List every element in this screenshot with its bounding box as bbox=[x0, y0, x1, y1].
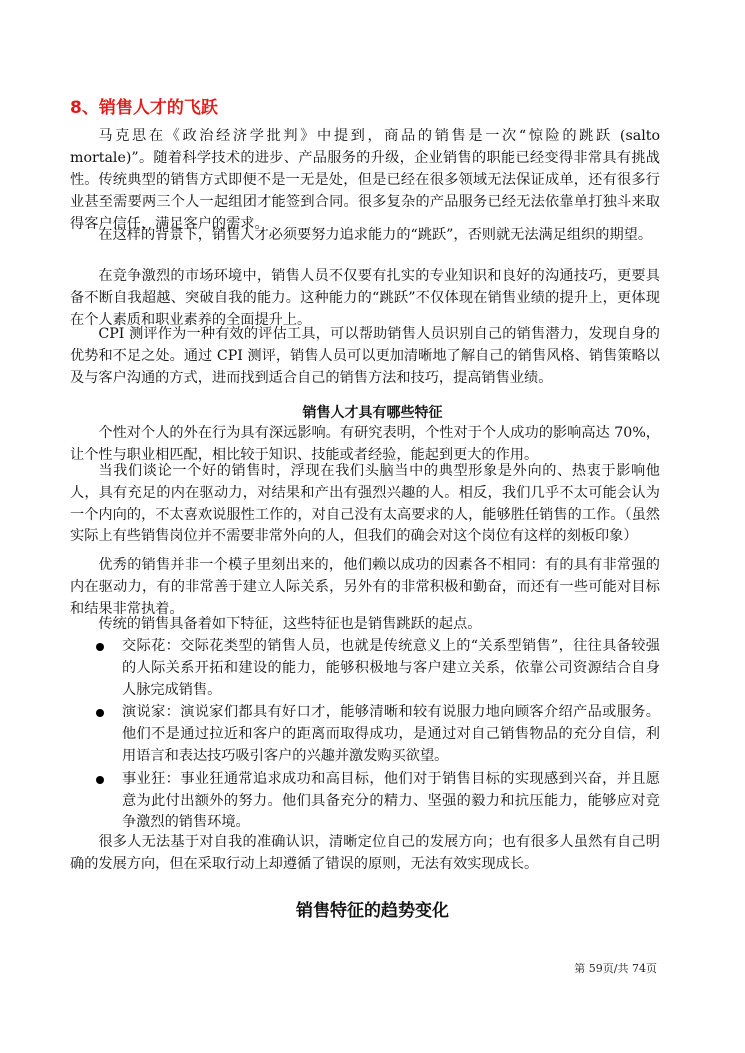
bullet-text: 事业狂：事业狂通常追求成功和高目标，他们对于销售目标的实现感到兴奋，并且愿意为此付出额外的努力。他们具备充分的精力、坚强的毅力和抗压能力，能够应对竞争激烈的销售环境。 bbox=[122, 770, 660, 831]
list-item bbox=[70, 702, 660, 767]
bullet-dot-icon bbox=[96, 776, 104, 784]
paragraph-good-sales-image: 当我们谈论一个好的销售时，浮现在我们头脑当中的典型形象是外向的、热衷于影响他人，具有充足的内在驱动力，对结果和产出有强烈兴趣的人。相反，我们几乎不太可能会认为一个内向的，不太喜欢说服性工作的，对自己没有太高要求的人，能够胜任销售的工作。（虽然实际上有些销售岗位并不需要非常外向的人，但我们的确会对这个岗位有这样的刻板印象） bbox=[70, 463, 660, 545]
paragraph-excellent-sales: 优秀的销售并非一个模子里刻出来的，他们赖以成功的因素各不相同：有的具有非常强的内在驱动力，有的非常善于建立人际关系，另外有的非常积极和勤奋，而还有一些可能对目标和结果非常执着。 bbox=[70, 557, 660, 617]
traits-bullet-list bbox=[70, 636, 660, 834]
bullet-dot-icon bbox=[96, 643, 104, 651]
trend-subheading: 销售特征的趋势变化 bbox=[296, 901, 449, 921]
traits-subheading: 销售人才具有哪些特征 bbox=[302, 405, 443, 421]
page-number: 第 59页/共 74页 bbox=[574, 962, 657, 975]
paragraph-traditional-sales: 传统典型的销售方式即便不是一无是处，但是已经在很多领域无法保证成单，还有很多行业甚至需要两三个人一起组团才能签到合同。很多复杂的产品服务已经无法依靠单打独斗来取得客户信任，满足客户的需求。 bbox=[70, 172, 660, 232]
list-item bbox=[70, 636, 660, 701]
paragraph-competition: 在竞争激烈的市场环境中，销售人员不仅要有扎实的专业知识和良好的沟通技巧，更要具备不断自我超越、突破自我的能力。这种能力的“跳跃”不仅体现在销售业绩的提升上，更体现在个人素质和职业素养的全面提升上。 bbox=[70, 268, 660, 328]
paragraph-background: 在这样的背景下，销售人才必须要努力追求能力的“跳跃”，否则就无法满足组织的期望。 bbox=[98, 227, 653, 243]
bullet-dot-icon bbox=[96, 709, 104, 717]
paragraph-closing: 很多人无法基于对自我的准确认识，清晰定位自己的发展方向；也有很多人虽然有自己明确的发展方向，但在采取行动上却遵循了错误的原则，无法有效实现成长。 bbox=[70, 834, 660, 872]
paragraph-marx: 马克思在《政治经济学批判》中提到，商品的销售是一次“惊险的跳跃 (salto mortale)”。随着科学技术的进步、产品服务的升级，企业销售的职能已经变得非常具有挑战性。 bbox=[70, 128, 660, 188]
section-heading: 8、销售人才的飞跃 bbox=[70, 98, 218, 118]
paragraph-personality: 个性对个人的外在行为具有深远影响。有研究表明，个性对于个人成功的影响高达 70%，让个性与职业相匹配，相比较于知识、技能或者经验，能起到更大的作用。 bbox=[70, 425, 660, 463]
bullet-text: 演说家：演说家们都具有好口才，能够清晰和较有说服力地向顾客介绍产品或服务。他们不是通过拉近和客户的距离而取得成功，是通过对自己销售物品的充分自信，利用语言和表达技巧吸引客户的兴趣并激发购买欲望。 bbox=[122, 704, 660, 764]
bullet-text: 交际花：交际花类型的销售人员，也就是传统意义上的“关系型销售”，往往具备较强的人际关系开拓和建设的能力，能够积极地与客户建立关系，依靠公司资源结合自身人脉完成销售。 bbox=[122, 638, 660, 698]
list-item bbox=[70, 769, 660, 834]
paragraph-traditional-traits: 传统的销售具备着如下特征，这些特征也是销售跳跃的起点。 bbox=[98, 616, 482, 632]
paragraph-cpi: CPI 测评作为一种有效的评估工具，可以帮助销售人员识别自己的销售潜力，发现自身的优势和不足之处。通过 CPI 测评，销售人员可以更加清晰地了解自己的销售风格、销售策略以及与客户沟通的方式，进而找到适合自己的销售方法和技巧，提高销售业绩。 bbox=[70, 326, 660, 386]
